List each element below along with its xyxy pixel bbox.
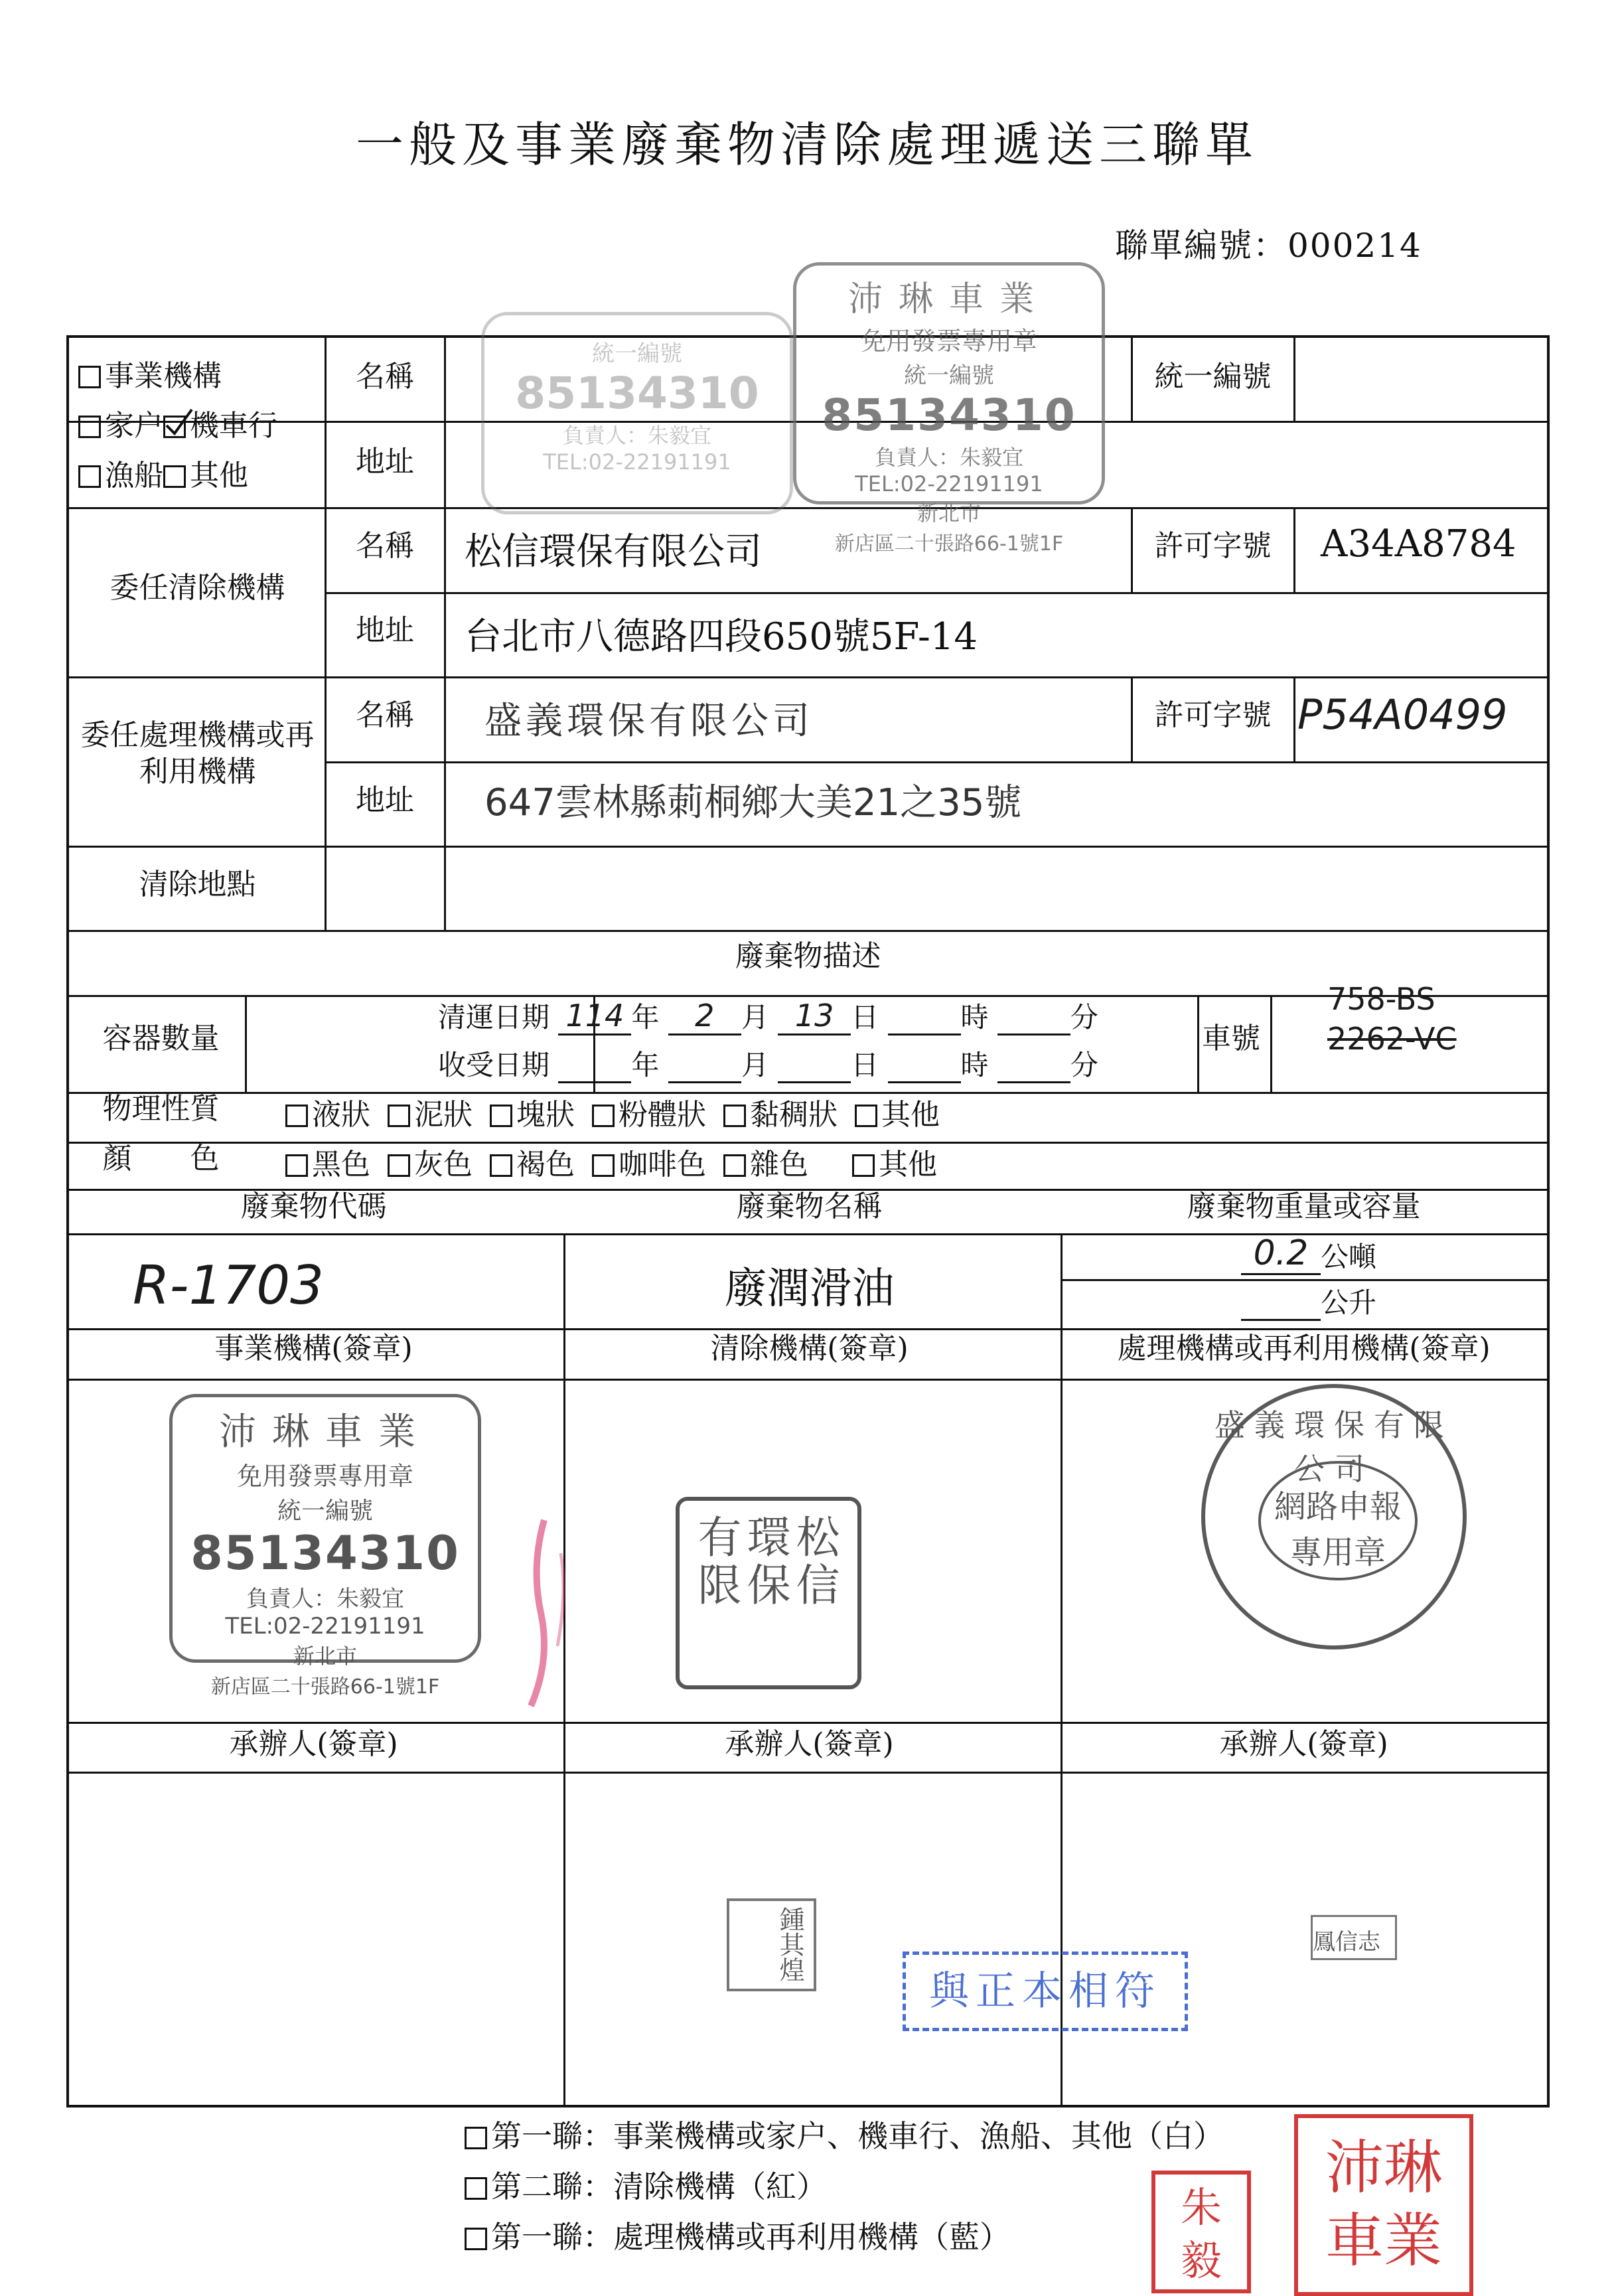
business-company-stamp: 沛琳車業 免用發票專用章 統一編號 85134310 負責人：朱毅宜 TEL:02-22191191 新北市 新店區二十張路66-1號1F [169,1394,481,1663]
checkbox-fishing-boat[interactable] [78,465,101,488]
option-fishing-boat: 漁船 [105,459,163,493]
checkbox-liquid[interactable] [285,1105,308,1127]
transport-day[interactable]: 13 [778,998,851,1035]
checkbox-copy-1[interactable] [465,2127,487,2149]
physical-label: 物理性質 [102,1092,220,1126]
handler-seal-processor: 鳳信志 [1311,1915,1397,1960]
checkbox-lump[interactable] [490,1105,512,1127]
form-number-label: 聯單編號： [1115,226,1287,265]
checkbox-physical-other[interactable] [855,1105,877,1127]
generator-stamp-top: 沛琳車業 免用發票專用章 統一編號 85134310 負責人：朱毅宜 TEL:02-22191191 新北市 新店區二十張路66-1號1F [793,262,1105,504]
waste-code-header: 廢棄物代碼 [240,1189,387,1223]
checkbox-household[interactable] [78,416,101,438]
container-count-label: 容器數量 [102,1022,220,1055]
cleaner-section-label: 委任清除機構 [110,571,285,605]
received-date-label: 收受日期 [438,1049,550,1081]
copy-3-row: 第一聯：處理機構或再利用機構（藍） [465,2213,1010,2257]
vehicle-number-new: 758-BS [1327,981,1435,1017]
checkbox-black[interactable] [285,1154,308,1177]
handler-header-cleaner: 承辦人(簽章) [725,1727,894,1761]
copy-1-row: 第一聯：事業機構或家户、機車行、漁船、其他（白） [465,2112,1224,2156]
vehicle-label: 車號 [1202,1022,1260,1055]
processor-name-label: 名稱 [356,698,414,732]
received-minute[interactable] [997,1081,1070,1083]
transport-date-row: 清運日期 114 年 2 月 13 日 時 分 [438,996,1098,1035]
cleaner-permit-value: A34A8784 [1321,522,1516,566]
generator-address-label: 地址 [356,445,414,479]
checkbox-other[interactable] [163,465,186,488]
processor-section-label: 委任處理機構或再利用機構 [80,718,315,789]
handler-header-processor: 承辦人(簽章) [1219,1727,1388,1761]
red-ink-smudge [504,1513,584,1713]
processor-address-label: 地址 [356,783,414,817]
cleaner-name-label: 名稱 [356,529,414,563]
sig-header-cleaner: 清除機構(簽章) [710,1332,909,1365]
red-seal-small: 朱 毅 [1151,2171,1251,2293]
received-day[interactable] [778,1081,851,1083]
weight-liter-input[interactable] [1241,1319,1321,1321]
waste-code-value: R-1703 [133,1255,325,1316]
checkbox-gray[interactable] [388,1154,410,1177]
option-motorshop: 機車行 [190,409,277,443]
vehicle-number-old: 2262-VC [1327,1021,1457,1057]
color-label: 顏 色 [102,1142,220,1176]
option-household: 家户 [105,409,163,443]
cleaner-company-seal: 松信 環保 有限 [676,1497,861,1689]
cleaner-address-label: 地址 [356,613,414,647]
checkbox-business[interactable] [78,366,101,388]
waste-name-value: 廢潤滑油 [724,1264,895,1314]
certified-copy-stamp: 與正本相符 [903,1952,1188,2031]
handler-header-business: 承辦人(簽章) [229,1727,398,1761]
form-number [1115,219,1422,267]
checkbox-copy-2[interactable] [465,2177,487,2200]
received-year[interactable] [558,1081,631,1083]
processor-address-value: 647雲林縣莿桐鄉大美21之35號 [484,781,1022,824]
checkbox-motorshop[interactable] [163,416,186,438]
processor-round-seal: 盛義環保有限公司 網路申報 專用章 [1201,1384,1467,1649]
checkbox-color-other[interactable] [852,1154,875,1177]
checkbox-brown[interactable] [490,1154,512,1177]
sig-header-processor: 處理機構或再利用機構(簽章) [1117,1332,1491,1365]
option-other: 其他 [190,459,248,493]
transport-year[interactable]: 114 [558,998,631,1035]
checkbox-mixed[interactable] [723,1154,746,1177]
checkbox-sludge[interactable] [388,1105,410,1127]
cleaner-permit-label: 許可字號 [1154,529,1272,563]
checkbox-copy-3[interactable] [465,2228,487,2250]
transport-month[interactable]: 2 [668,998,741,1035]
color-options: 黑色 灰色 褐色 咖啡色 雜色 其他 [285,1140,954,1183]
generator-type-row1 [78,352,222,394]
transport-date-label: 清運日期 [438,1001,550,1033]
waste-desc-heading: 廢棄物描述 [735,939,881,973]
handler-seal-cleaner: 鍾其煌 [727,1898,816,1991]
received-hour[interactable] [888,1081,961,1083]
generator-stamp-faint: 統一編號 85134310 負責人：朱毅宜 TEL:02-22191191 [481,312,793,514]
red-seal-large: 沛琳 車業 [1294,2114,1473,2296]
sig-header-business: 事業機構(簽章) [214,1332,413,1365]
generator-type-row3 [78,451,248,494]
checkbox-coffee[interactable] [592,1154,615,1177]
weight-ton-row: 0.2 公噸 [1241,1233,1376,1275]
generator-type-row2 [78,402,277,444]
transport-minute[interactable] [997,1033,1070,1035]
processor-permit-label: 許可字號 [1154,698,1272,732]
form-number-value: 000214 [1287,226,1422,265]
option-business: 事業機構 [105,359,222,393]
received-month[interactable] [668,1081,741,1083]
processor-permit-value: P54A0499 [1297,690,1508,739]
cleaner-address-value: 台北市八德路四段650號5F-14 [465,615,978,658]
transport-hour[interactable] [888,1033,961,1035]
checkmark-icon [164,407,194,437]
checkbox-viscous[interactable] [723,1105,746,1127]
form-title: 一般及事業廢棄物清除處理遞送三聯單 [355,117,1258,173]
waste-weight-header: 廢棄物重量或容量 [1187,1189,1421,1223]
weight-ton-input[interactable]: 0.2 [1241,1233,1321,1275]
copy-2-row: 第二聯：清除機構（紅） [465,2163,827,2206]
processor-name-value: 盛義環保有限公司 [484,700,814,743]
weight-liter-row: 公升 [1241,1281,1376,1321]
received-date-row: 收受日期 年 月 日 時 分 [438,1043,1098,1083]
tax-id-label: 統一編號 [1154,360,1272,394]
checkbox-powder[interactable] [592,1105,615,1127]
cleaner-name-value: 松信環保有限公司 [465,530,762,574]
site-label: 清除地點 [139,868,256,901]
physical-options: 液狀 泥狀 塊狀 粉體狀 黏稠狀 其他 [285,1091,957,1133]
generator-name-label: 名稱 [356,360,414,394]
waste-name-header: 廢棄物名稱 [736,1189,883,1223]
